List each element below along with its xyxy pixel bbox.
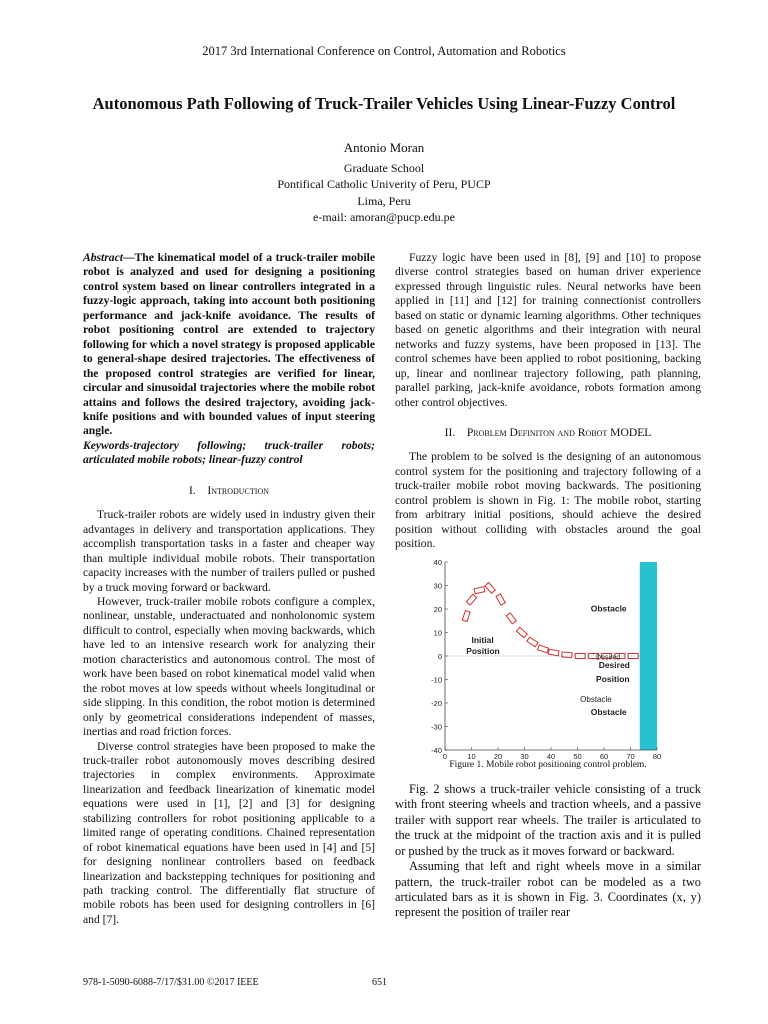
x-tick-label: 40: [546, 751, 556, 761]
label-initial: Initial: [471, 634, 494, 645]
robot-position-mark: [506, 612, 516, 623]
robot-position-mark: [538, 645, 549, 653]
body-paragraph: Assuming that left and right wheels move in a similar pattern, the truck-trailer robot can be modeled as a two articulated bars as it is shown in Fig. 3. Coordinates (x, y) represent the position of trailer rear: [395, 859, 701, 920]
x-tick-label: 0: [442, 751, 448, 761]
affiliation-line: Pontifical Catholic Univerity of Peru, PUCP: [277, 177, 491, 192]
section-number: II.: [444, 425, 456, 439]
label-desired: Desired: [598, 659, 630, 670]
robot-position-mark: [496, 594, 505, 605]
y-tick-label: -40: [431, 745, 442, 755]
y-tick-label: -10: [431, 675, 442, 685]
left-column: [83, 251, 375, 927]
x-tick-label: 30: [520, 751, 529, 761]
body-paragraph: Fig. 2 shows a truck-trailer vehicle consisting of a truck with front steering wheels and traction wheels, and a passive trailer with support rear wheels. The trailer is articulated to the truck at the midpoint of the traction axis and it is pulled or pushed by the truck as it moves forward or backward.: [395, 782, 701, 858]
x-tick-label: 20: [493, 751, 503, 761]
author-name: Antonio Moran: [343, 140, 425, 155]
author-email: e-mail: amoran@pucp.edu.pe: [313, 209, 455, 224]
conference-header: 2017 3rd International Conference on Control, Automation and Robotics: [202, 44, 566, 58]
x-tick-label: 60: [599, 751, 609, 761]
robot-position-mark: [516, 627, 527, 637]
robot-position-mark: [466, 594, 476, 605]
robot-position-mark: [474, 586, 485, 593]
section-title: Problem Definiton and Robot MODEL: [466, 425, 652, 439]
robot-position-mark: [485, 582, 495, 593]
abstract-text: —The kinematical model of a truck-trailer mobile robot is analyzed and used for designing a positioning control system based on linear controllers integrated in a fuzzy-logic approach, taking into account both positioning performance and jack-knife avoidance. The results of robot positioning control are extended to trajectory following for which a novel strategy is proposed applicable to general-shape desired trajectories. The effectiveness of the proposed control strategies are verified for linear, circular and sinusoidal trajectories where the mobile robot attains and follows the desired trajectory, avoiding jack-knife positions and with bounded values of input steering angle.: [83, 251, 375, 438]
label-desired-small: Desired: [596, 654, 621, 662]
paper-title: Autonomous Path Following of Truck-Trailer Vehicles Using Linear-Fuzzy Control: [92, 94, 676, 113]
body-paragraph: Truck-trailer robots are widely used in industry given their advantages in delivery and transportation applications. They accomplish transportation tasks in a faster and cheaper way than multiple individual mobile robots. Their transportation capacity increases with the number of trailers pulled or pushed by a truck moving forward or backward.: [83, 508, 375, 594]
label-obstacle-top: Obstacle: [590, 602, 627, 613]
label-initial-position: Position: [466, 645, 500, 656]
figure-1-chart: [395, 556, 701, 761]
keywords: Keywords-trajectory following; truck-trailer robots; articulated mobile robots; linear-fuzzy control: [83, 438, 375, 467]
right-column: [395, 251, 701, 921]
affiliation-line: Lima, Peru: [357, 193, 411, 208]
section-title: Introduction: [207, 483, 269, 497]
body-paragraph: Fuzzy logic have been used in [8], [9] and [10] to propose diverse control strategies based on human driver experience expressed through linguistic rules. Neural networks have been applied in [11] and [12] for training connectionist controllers based on static or dynamic learning algorithms. Other techniques based on genetic algorithms and their integration with neural networks and fuzzy systems, have been proposed in [13]. The control schemes have been applied to robot positioning, backing up, linear and nonlinear trajectory following, path planning, parallel parking, jack-knife avoidance, robots formation among other control objectives.: [395, 251, 701, 409]
x-tick-label: 10: [467, 751, 476, 761]
section-heading-introduction: [83, 484, 375, 498]
label-obstacle-bottom: Obstacle: [590, 706, 627, 717]
y-tick-label: 10: [433, 628, 442, 638]
robot-position-mark: [562, 651, 572, 657]
y-tick-label: 0: [437, 651, 442, 661]
section-number: I.: [189, 483, 196, 497]
y-tick-label: -20: [431, 698, 442, 708]
obstacle-region: [640, 562, 657, 750]
x-tick-label: 70: [626, 751, 635, 761]
y-tick-label: 30: [433, 581, 442, 591]
section-heading-problem: [395, 426, 701, 440]
robot-position-mark: [462, 610, 470, 621]
robot-position-mark: [548, 649, 559, 656]
body-paragraph: Diverse control strategies have been proposed to make the truck-trailer robot autonomously moves describing desired trajectories in complex environments. Approximate linearization and feedback linearization of kinematic model equations were used in [1], [2] and [3] for designing stabilizing controllers for robot positioning applicable to a limited range of operating conditions. Chained representation of robot kinematical equations have been used in [4] and [5] for designing nonlinear controllers based on feedback linearization and backstepping techniques for positioning and path tracking control. The differentially flat structure of mobile robots has been used for designing controllers in [6] and [7].: [83, 739, 375, 926]
page-number: 651: [372, 977, 387, 988]
y-tick-label: -30: [431, 722, 442, 732]
abstract-label: Abstract: [83, 251, 123, 264]
footer-isbn: 978-1-5090-6088-7/17/$31.00 ©2017 IEEE: [83, 977, 259, 988]
body-paragraph: However, truck-trailer mobile robots configure a complex, nonlinear, unstable, underactuated and nonholonomic system difficult to control, especially when moving backwards, which have led to an intensive research work for analyzing their motion characteristics and autonomous control. The most of work have been based on robot kinematical model valid when the robot moves at low speeds without wheels longitudinal or side slipping. In this condition, the robot motion is determined only by geometrical considerations independent of masses, inertias and road friction forces.: [83, 594, 375, 739]
affiliation-line: Graduate School: [343, 161, 425, 176]
author-block: [0, 140, 768, 225]
label-obstacle-small: Obstacle: [580, 694, 612, 704]
x-tick-label: 50: [573, 751, 582, 761]
y-tick-label: 40: [433, 557, 442, 567]
y-tick-label: 20: [433, 604, 442, 614]
robot-position-mark: [527, 637, 538, 647]
x-tick-label: 80: [652, 751, 662, 761]
label-desired-position: Position: [596, 673, 630, 684]
body-paragraph: The problem to be solved is the designing of an autonomous control system for the positioning and trajectory following of a truck-trailer mobile robot moving backwards. The positioning control problem is shown in Fig. 1: The mobile robot, starting from arbitrary initial positions, should achieve the desired position without colliding with obstacles around the goal position.: [395, 450, 701, 551]
figure-caption: Figure 1. Mobile robot positioning control problem.: [449, 759, 647, 770]
abstract: [83, 251, 375, 439]
figure-1: [395, 556, 701, 761]
